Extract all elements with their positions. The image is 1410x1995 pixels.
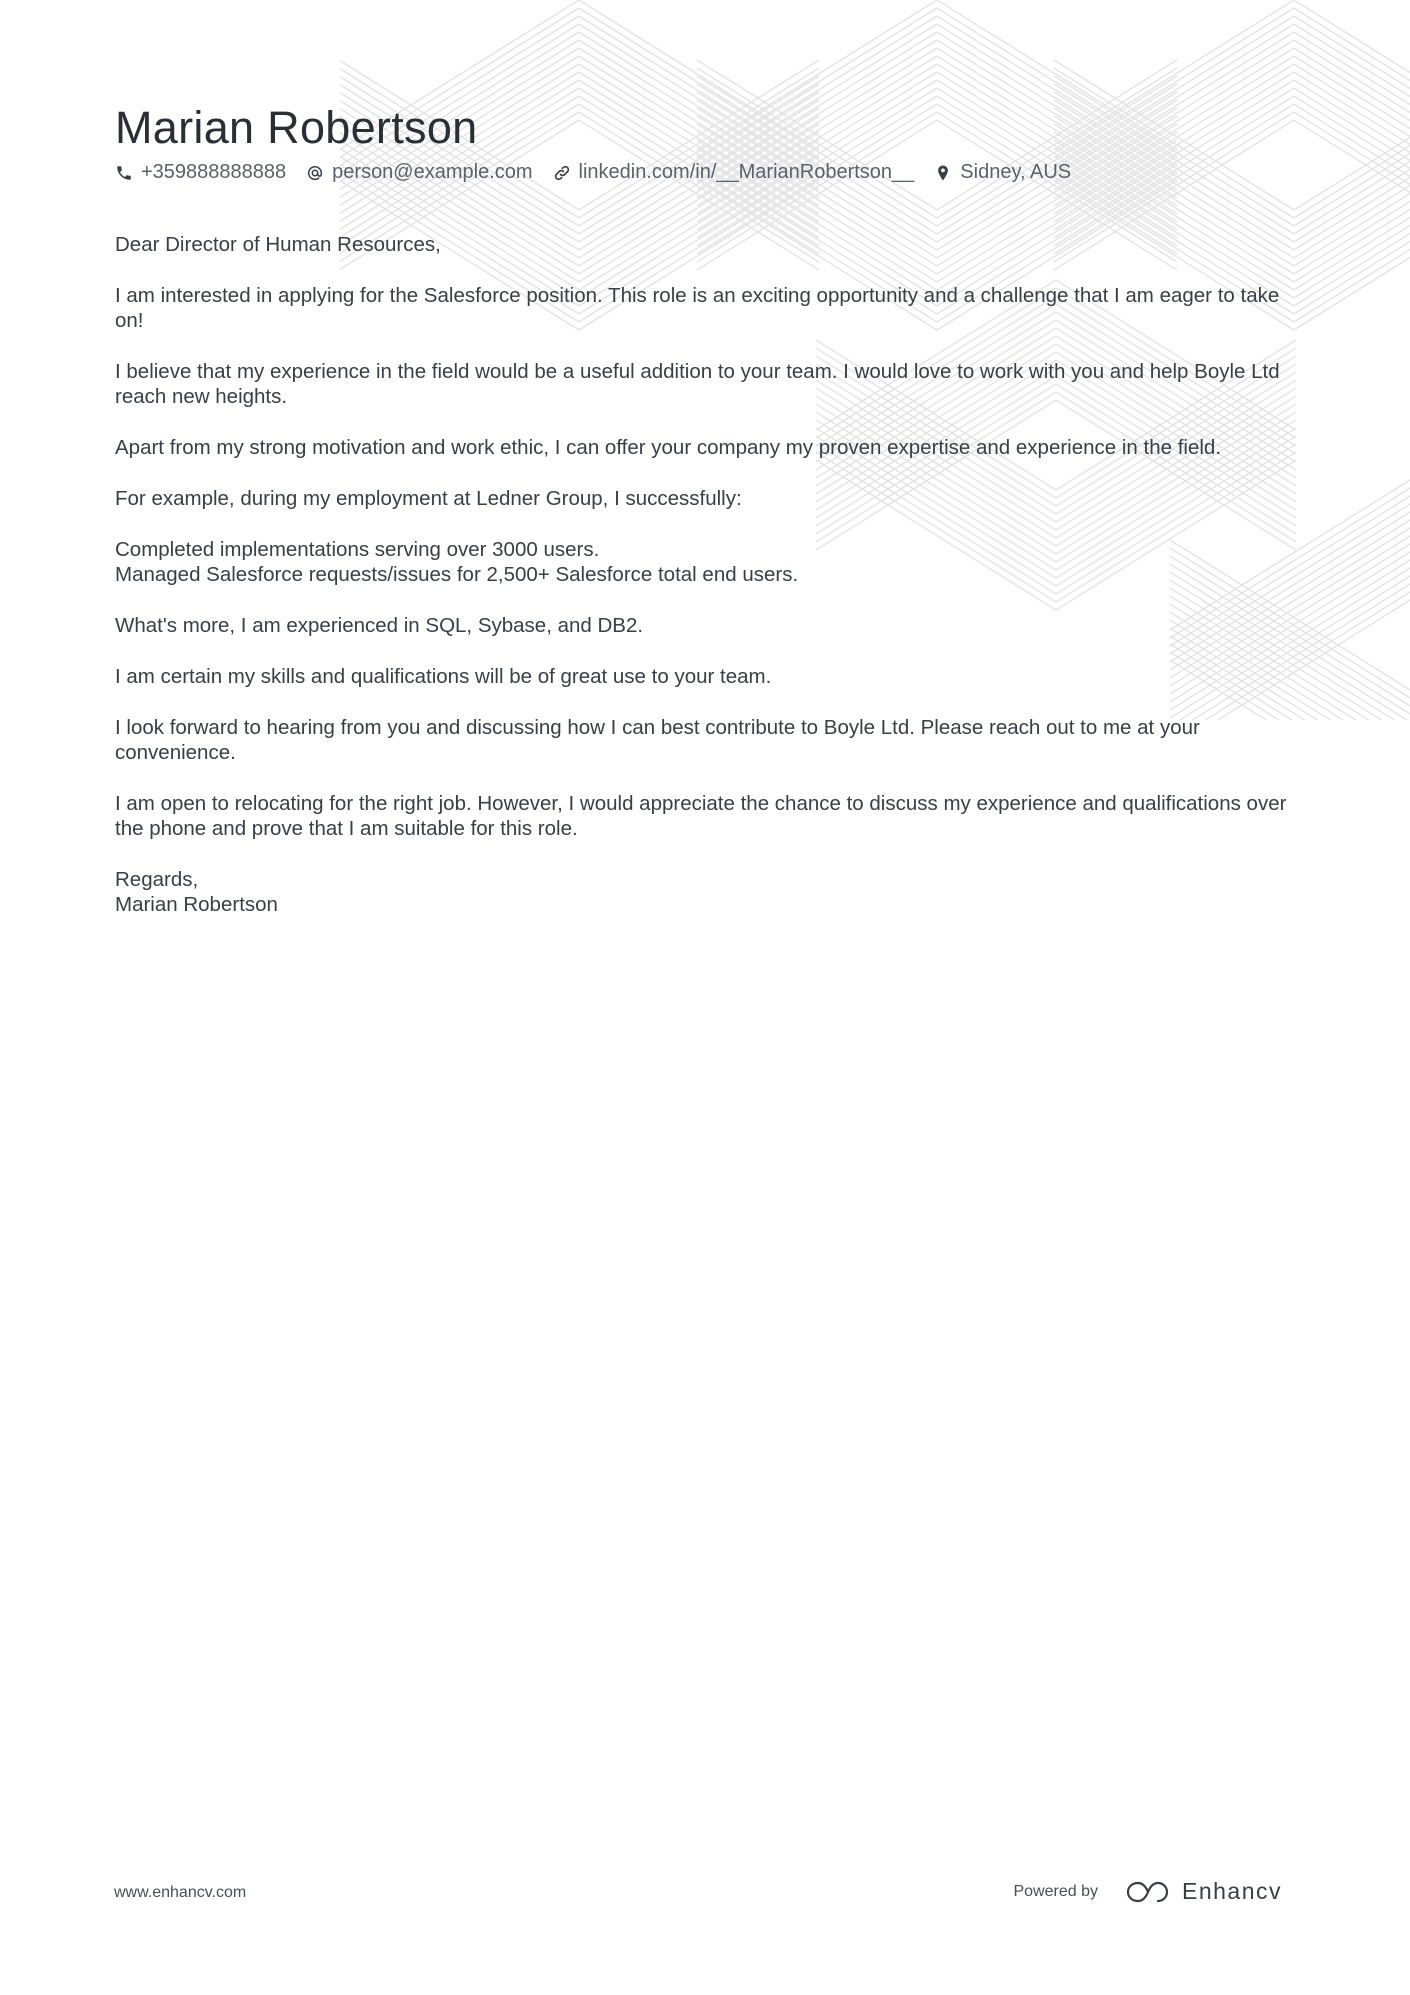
- at-icon: [306, 164, 324, 182]
- salutation: Dear Director of Human Resources,: [115, 233, 441, 256]
- paragraph-skills: What's more, I am experienced in SQL, Sybase, and DB2.: [115, 614, 644, 637]
- phone-icon: [115, 164, 133, 182]
- letter-body: [115, 232, 1295, 943]
- achievement-item: Managed Salesforce requests/issues for 2,500+ Salesforce total end users.: [115, 563, 799, 586]
- paragraph-contact: I look forward to hearing from you and discussing how I can best contribute to Boyle Ltd. Please reach out to me at your convenience.: [115, 716, 1200, 764]
- closing-block: [115, 867, 1295, 917]
- brand-name: Enhancv: [1181, 1878, 1282, 1904]
- linkedin-text: linkedin.com/in/__MarianRobertson__: [578, 161, 915, 183]
- email-text: person@example.com: [332, 161, 533, 183]
- candidate-name: Marian Robertson: [115, 102, 478, 153]
- signature: Marian Robertson: [115, 893, 278, 916]
- achievement-item: Completed implementations serving over 3000 users.: [115, 538, 600, 561]
- paragraph-certainty: I am certain my skills and qualifications will be of great use to your team.: [115, 665, 772, 688]
- enhancv-logo[interactable]: [1124, 1878, 1282, 1905]
- closing: Regards,: [115, 868, 199, 891]
- contact-email[interactable]: [306, 161, 532, 184]
- contact-location: [934, 161, 1071, 184]
- location-text: Sidney, AUS: [960, 161, 1072, 183]
- footer-website[interactable]: www.enhancv.com: [114, 1884, 247, 1901]
- location-pin-icon: [934, 164, 952, 182]
- achievements-list: [115, 537, 1295, 587]
- paragraph-relocation: I am open to relocating for the right job. However, I would appreciate the chance to discuss my experience and qualifications over the phone and prove that I am suitable for this role.: [115, 792, 1287, 840]
- contact-linkedin[interactable]: [553, 161, 915, 184]
- contact-phone[interactable]: [115, 161, 286, 184]
- contact-bar: [115, 161, 1091, 184]
- footer-branding: [1013, 1878, 1282, 1905]
- paragraph-motivation: Apart from my strong motivation and work ethic, I can offer your company my proven expertise and experience in the field.: [115, 436, 1222, 459]
- phone-text: +359888888888: [141, 161, 287, 183]
- paragraph-intro: I am interested in applying for the Salesforce position. This role is an exciting opportunity and a challenge that I am eager to take on!: [115, 284, 1280, 332]
- paragraph-example: For example, during my employment at Ledner Group, I successfully:: [115, 487, 742, 510]
- enhancv-logo-icon: [1124, 1879, 1172, 1905]
- powered-by-label: Powered by: [1013, 1882, 1098, 1900]
- link-icon: [553, 164, 571, 182]
- paragraph-experience: I believe that my experience in the field would be a useful addition to your team. I would love to work with you and help Boyle Ltd reach new heights.: [115, 360, 1280, 408]
